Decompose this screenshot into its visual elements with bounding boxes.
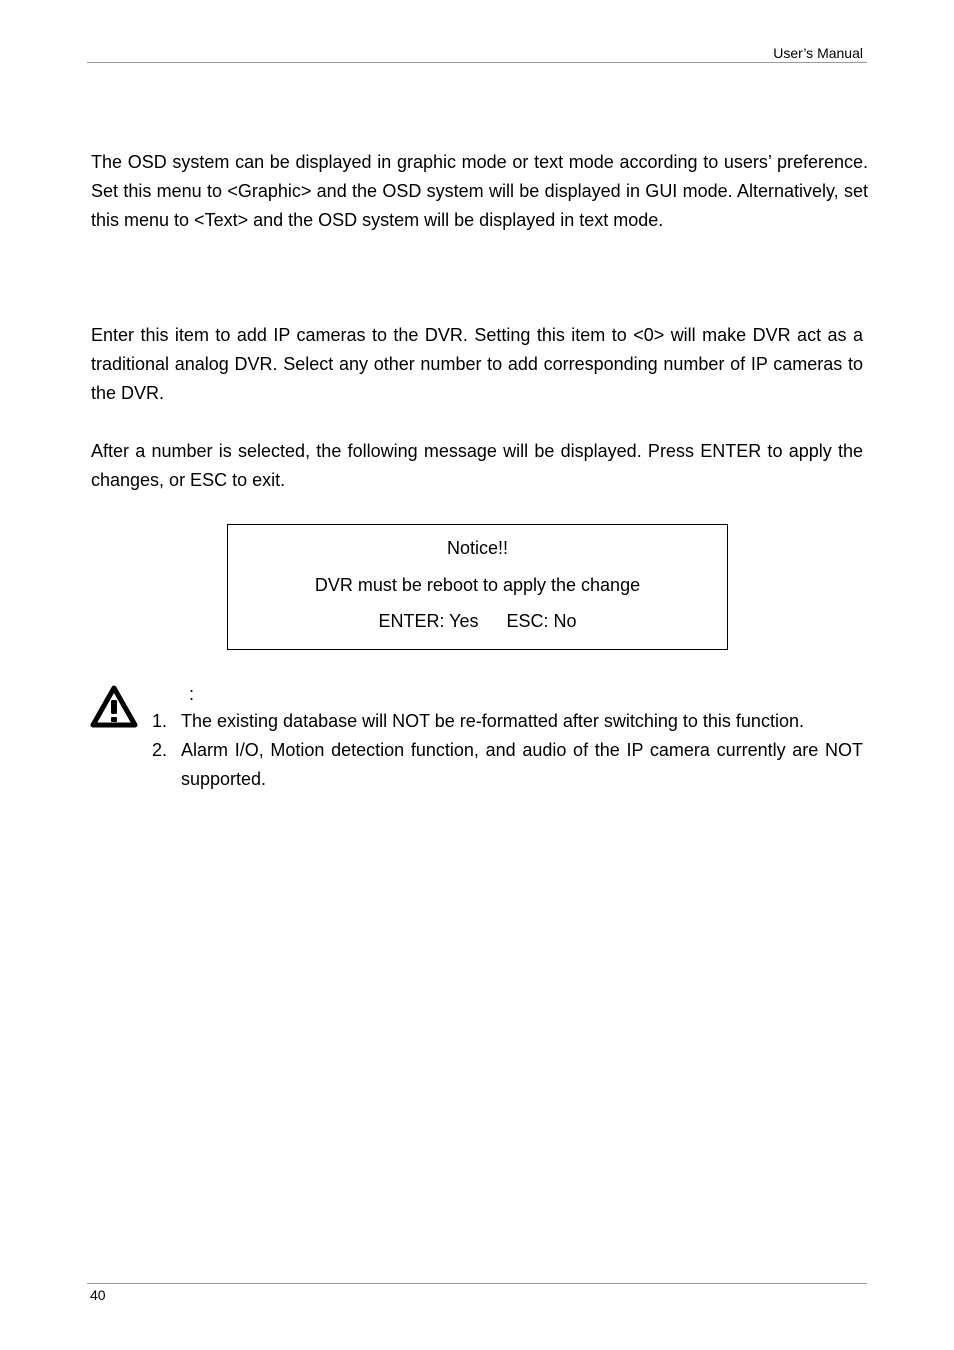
paragraph-ip-cameras: Enter this item to add IP cameras to the DVR. Setting this item to <0> will make DVR act as a traditional analog DVR. Select any other number to add corresponding number of IP cameras to the DVR. — [91, 325, 863, 403]
list-item-number: 1. — [152, 711, 168, 731]
notice-options — [228, 611, 727, 632]
footer-divider — [87, 1283, 867, 1284]
esc-option: ESC: No — [506, 611, 577, 631]
list-item-number: 2. — [152, 740, 168, 760]
paragraph-osd-mode: The OSD system can be displayed in graphic mode or text mode according to users’ preference. Set this menu to <Graphic> and the OSD system will be displayed in GUI mode. Alternatively, set this menu to <Text> and the OSD system will be displayed in text mode. — [91, 152, 868, 230]
notice-title: Notice!! — [446, 538, 509, 558]
page-number: 40 — [90, 1287, 106, 1303]
list-item — [152, 736, 863, 794]
warning-triangle-icon — [89, 684, 139, 730]
note-colon: : — [189, 684, 195, 704]
list-item — [152, 707, 863, 736]
list-item-text: The existing database will NOT be re-formatted after switching to this function. — [181, 711, 804, 731]
header-title: User’s Manual — [773, 45, 863, 61]
notice-message: DVR must be reboot to apply the change — [314, 575, 641, 595]
header-divider — [87, 62, 867, 63]
enter-option: ENTER: Yes — [378, 611, 479, 631]
paragraph-message-info: After a number is selected, the following message will be displayed. Press ENTER to apply the changes, or ESC to exit. — [91, 441, 863, 490]
list-item-text: Alarm I/O, Motion detection function, and audio of the IP camera currently are NOT supported. — [181, 740, 863, 789]
note-list — [152, 707, 863, 794]
notice-box — [227, 524, 728, 650]
